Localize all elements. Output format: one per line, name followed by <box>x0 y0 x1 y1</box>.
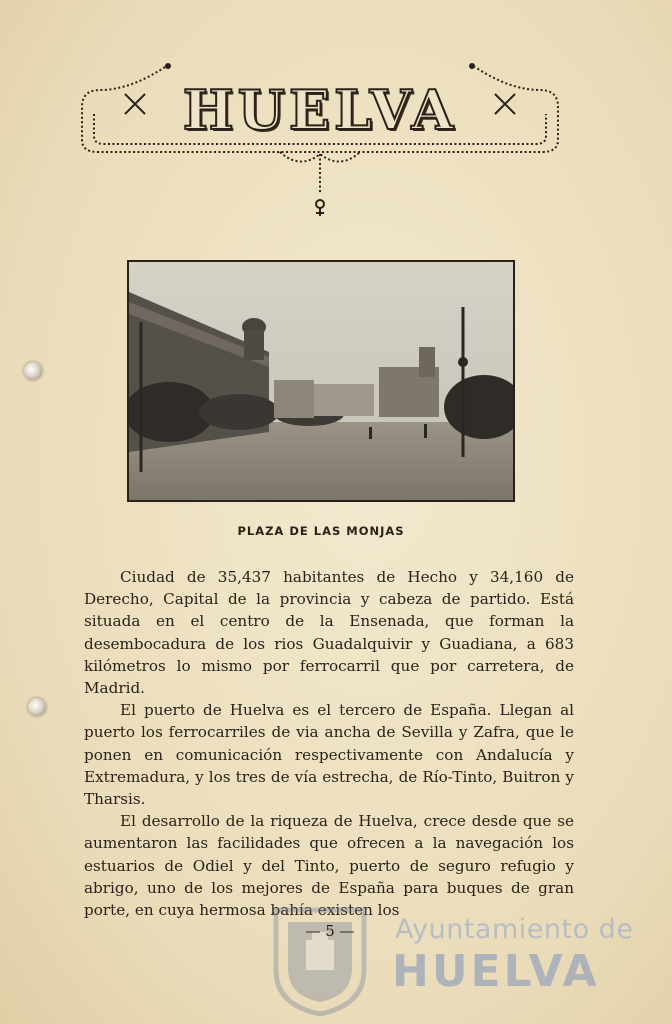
binding-hole-bottom <box>28 698 46 716</box>
watermark-line-1: Ayuntamiento de <box>395 914 634 945</box>
paragraph-3: El desarrollo de la riqueza de Huelva, crece desde que se aumentaron las facilidades que ofrecen a la navegación los estuarios de Odiel y del Tinto, puerto de seguro refugio y abrigo, uno de los mejores de España para buques de gran porte, en cuya hermosa bahía existen los <box>84 812 574 920</box>
paragraph-1: Ciudad de 35,437 habitantes de Hecho y 34,160 de Derecho, Capital de la provincia y cabeza de partido. Está situada en el centro de la Ensenada, que forman la desembocadura de los rios Guadalquivir y Guadiana, a 683 kilómetros lo mismo por ferrocarril que por carretera, de Madrid. <box>84 568 574 698</box>
paragraph-2: El puerto de Huelva es el tercero de España. Llegan al puerto los ferrocarriles de via ancha de Sevilla y Zafra, que le ponen en comunicación respectivamente con Andalucía y Extremadura, y los tres de vía estrecha, de Río-Tinto, Buitron y Tharsis. <box>84 701 574 809</box>
binding-hole-top <box>24 362 42 380</box>
city-seal-watermark-icon <box>268 900 372 1018</box>
plaza-photograph <box>127 260 515 502</box>
page-number: — 5 — <box>305 922 355 940</box>
photo-caption: PLAZA DE LAS MONJAS <box>237 524 405 538</box>
watermark-line-2: HUELVA <box>392 946 600 997</box>
body-text <box>84 566 574 921</box>
plaza-photo-image <box>129 262 513 500</box>
page-title: HUELVA <box>182 78 458 142</box>
